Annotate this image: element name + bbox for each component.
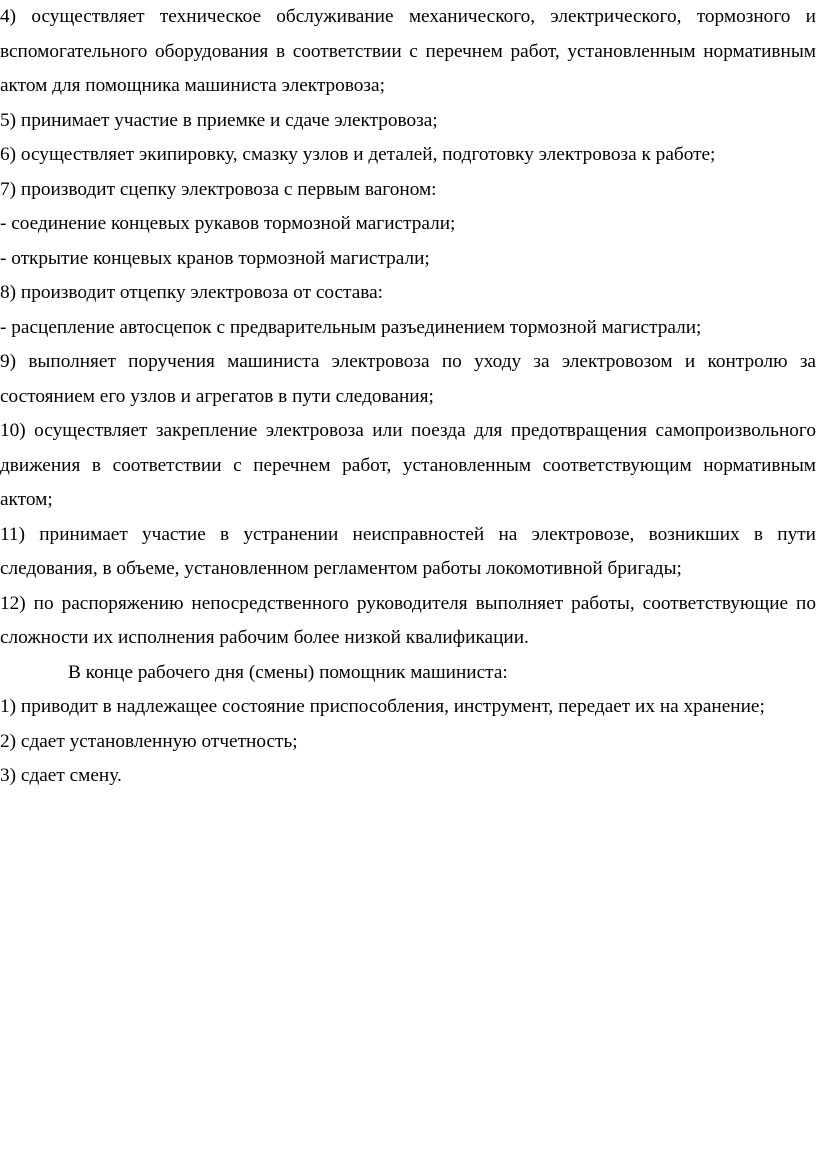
paragraph-item-8: 8) производит отцепку электровоза от состава: bbox=[0, 282, 384, 303]
paragraph-item-11: 11) принимает участие в устранении неисправностей на электровозе, возникших в пути следования, в объеме, установленном регламентом работы локомотивной бригады; bbox=[0, 523, 816, 579]
paragraph-item-12: 12) по распоряжению непосредственного руководителя выполняет работы, соответствующие по сложности их исполнения рабочим более низкой квалификации. bbox=[0, 592, 816, 648]
paragraph-item-5: 5) принимает участие в приемке и сдаче электровоза; bbox=[0, 109, 438, 131]
section-heading-end-of-shift: В конце рабочего дня (смены) помощник машиниста: bbox=[68, 661, 508, 683]
paragraph-subitem-7a: - соединение концевых рукавов тормозной магистрали; bbox=[0, 213, 456, 234]
paragraph-subitem-8a: - расцепление автосцепок с предварительным разъединением тормозной магистрали; bbox=[0, 316, 702, 338]
paragraph-end-item-2: 2) сдает установленную отчетность; bbox=[0, 730, 298, 752]
paragraph-end-item-3: 3) сдает смену. bbox=[0, 765, 122, 786]
paragraph-item-4: 4) осуществляет техническое обслуживание механического, электрического, тормозного и вспомогательного оборудования в соответствии с перечнем работ, установленным нормативным актом для помощника машиниста электровоза; bbox=[0, 6, 816, 96]
paragraph-item-7: 7) производит сцепку электровоза с первым вагоном: bbox=[0, 178, 437, 200]
paragraph-end-item-1: 1) приводит в надлежащее состояние приспособления, инструмент, передает их на хранение; bbox=[0, 696, 765, 717]
paragraph-item-9: 9) выполняет поручения машиниста электровоза по уходу за электровозом и контролю за состоянием его узлов и агрегатов в пути следования; bbox=[0, 351, 816, 407]
paragraph-subitem-7b: - открытие концевых кранов тормозной магистрали; bbox=[0, 247, 430, 269]
paragraph-item-6: 6) осуществляет экипировку, смазку узлов и деталей, подготовку электровоза к работе; bbox=[0, 144, 716, 165]
paragraph-item-10: 10) осуществляет закрепление электровоза или поезда для предотвращения самопроизвольного движения в соответствии с перечнем работ, установленным соответствующим нормативным актом; bbox=[0, 420, 816, 510]
